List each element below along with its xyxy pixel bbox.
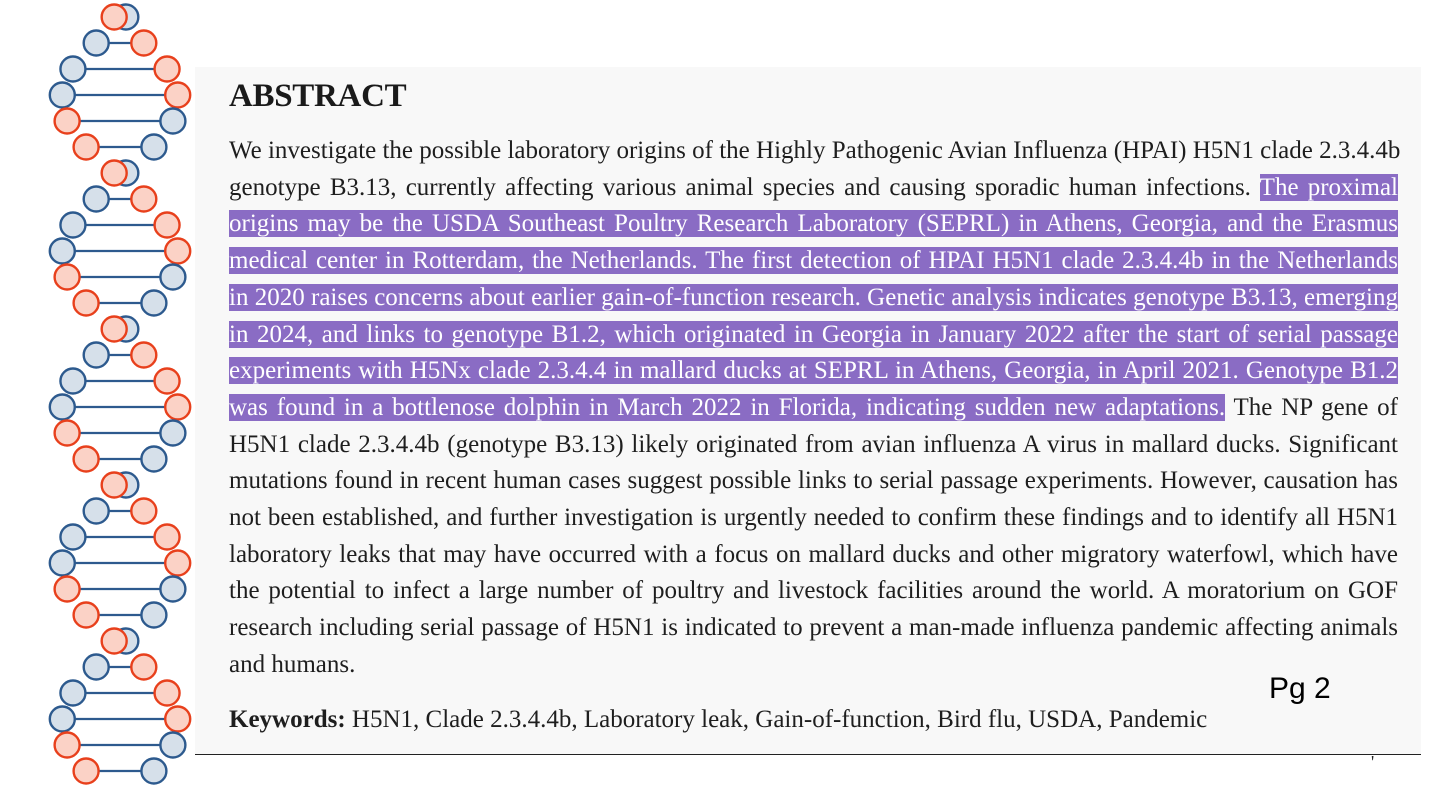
- abstract-line: [229, 647, 1398, 684]
- dna-node-red: [165, 707, 190, 732]
- dna-node-red: [131, 655, 156, 680]
- dna-node-red: [55, 577, 80, 602]
- abstract-line: [229, 353, 1398, 390]
- dna-node-blue: [50, 239, 75, 264]
- dna-node-blue: [160, 109, 185, 134]
- abstract-text: not been established, and further investigation is urgently needed to confirm these findings and to identify all H5N1: [229, 504, 1398, 531]
- dna-node-blue: [141, 603, 166, 628]
- dna-node-blue: [160, 733, 185, 758]
- dna-node-red: [165, 83, 190, 108]
- corner-mark: ': [1371, 752, 1375, 772]
- dna-node-red: [155, 57, 180, 82]
- abstract-text: mutations found in recent human cases suggest possible links to serial passage experiments. However, causation has: [229, 467, 1398, 495]
- page-number-label: Pg 2: [1269, 672, 1331, 705]
- keywords-label: Keywords:: [229, 706, 346, 733]
- abstract-line: [229, 243, 1398, 280]
- abstract-line: [229, 317, 1398, 354]
- dna-node-red: [55, 265, 80, 290]
- abstract-text: the potential to infect a large number of poultry and livestock facilities around the world. A moratorium on GOF: [229, 577, 1398, 605]
- dna-node-blue: [160, 265, 185, 290]
- dna-node-red: [131, 31, 156, 56]
- dna-node-red: [155, 525, 180, 550]
- dna-node-red: [55, 421, 80, 446]
- dna-node-red: [102, 5, 127, 30]
- highlighted-text: was found in a bottlenose dolphin in March 2022 in Florida, indicating sudden new adaptations.: [229, 393, 1226, 421]
- highlighted-text: The proximal: [1259, 173, 1398, 201]
- dna-node-blue: [141, 135, 166, 160]
- dna-node-blue: [84, 187, 109, 212]
- abstract-text: research including serial passage of H5N1 is indicated to prevent a man-made influenza pandemic affecting animals: [229, 614, 1398, 642]
- keywords-line: [229, 702, 1207, 738]
- dna-node-red: [131, 499, 156, 524]
- highlighted-text: in 2020 raises concerns about earlier gain-of-function research. Genetic analysis indicates genotype B3.13, emerging: [229, 283, 1398, 311]
- abstract-text: laboratory leaks that may have occurred with a focus on mallard ducks and other migratory waterfowl, which have: [229, 540, 1398, 568]
- dna-node-red: [131, 187, 156, 212]
- dna-node-red: [155, 213, 180, 238]
- highlighted-text: origins may be the USDA Southeast Poultry Research Laboratory (SEPRL) in Athens, Georgia, and the Erasmus: [229, 210, 1398, 238]
- dna-node-blue: [84, 499, 109, 524]
- abstract-line: [229, 280, 1398, 317]
- dna-node-blue: [60, 525, 85, 550]
- dna-node-blue: [60, 369, 85, 394]
- abstract-text: genotype B3.13, currently affecting various animal species and causing sporadic human infections.: [229, 173, 1260, 201]
- dna-node-blue: [60, 681, 85, 706]
- dna-node-red: [131, 343, 156, 368]
- abstract-text: We investigate the possible laboratory origins of the Highly Pathogenic Avian Influenza (HPAI) H5N1 clade 2.3.4.4b: [229, 137, 1401, 164]
- dna-node-red: [74, 135, 99, 160]
- dna-node-red: [155, 369, 180, 394]
- abstract-line: [229, 610, 1398, 647]
- abstract-line: [229, 170, 1398, 207]
- dna-node-blue: [60, 57, 85, 82]
- abstract-text: and humans.: [229, 650, 356, 678]
- dna-helix-icon: [0, 0, 200, 793]
- abstract-line: [229, 573, 1398, 610]
- abstract-line: [229, 463, 1398, 500]
- dna-node-red: [102, 317, 127, 342]
- dna-node-red: [165, 239, 190, 264]
- abstract-text: H5N1 clade 2.3.4.4b (genotype B3.13) likely originated from avian influenza A virus in mallard ducks. Significant: [229, 430, 1398, 458]
- highlighted-text: medical center in Rotterdam, the Netherlands. The first detection of HPAI H5N1 clade 2.3.4.4b in the Netherlands: [229, 247, 1398, 275]
- highlighted-text: experiments with H5Nx clade 2.3.4.4 in mallard ducks at SEPRL in Athens, Georgia, in April 2021. Genotype B1.2: [229, 357, 1398, 385]
- abstract-text: The NP gene of: [1225, 393, 1398, 421]
- abstract-line: [229, 390, 1398, 427]
- abstract-line: [229, 500, 1398, 537]
- dna-node-blue: [50, 395, 75, 420]
- dna-node-red: [74, 603, 99, 628]
- dna-node-blue: [141, 291, 166, 316]
- dna-node-blue: [60, 213, 85, 238]
- abstract-line: [229, 537, 1398, 574]
- dna-node-blue: [84, 655, 109, 680]
- dna-node-red: [74, 759, 99, 784]
- dna-node-blue: [50, 551, 75, 576]
- dna-node-red: [102, 473, 127, 498]
- dna-node-blue: [141, 447, 166, 472]
- dna-node-red: [74, 447, 99, 472]
- dna-node-red: [165, 551, 190, 576]
- footer-rule: [195, 754, 1421, 755]
- abstract-heading: ABSTRACT: [229, 78, 407, 114]
- abstract-line: [229, 427, 1398, 464]
- highlighted-text: in 2024, and links to genotype B1.2, which originated in Georgia in January 2022 after the start of serial passage: [229, 320, 1398, 348]
- dna-node-red: [165, 395, 190, 420]
- dna-node-blue: [50, 83, 75, 108]
- dna-node-blue: [141, 759, 166, 784]
- dna-node-red: [155, 681, 180, 706]
- dna-node-red: [55, 109, 80, 134]
- dna-node-red: [74, 291, 99, 316]
- abstract-line: [229, 133, 1401, 170]
- dna-node-red: [102, 161, 127, 186]
- keywords-text: H5N1, Clade 2.3.4.4b, Laboratory leak, Gain-of-function, Bird flu, USDA, Pandemic: [345, 706, 1208, 733]
- dna-node-blue: [84, 31, 109, 56]
- dna-node-red: [55, 733, 80, 758]
- dna-node-blue: [84, 343, 109, 368]
- dna-node-blue: [50, 707, 75, 732]
- dna-node-blue: [160, 421, 185, 446]
- dna-node-blue: [160, 577, 185, 602]
- abstract-line: [229, 206, 1398, 243]
- dna-node-red: [102, 629, 127, 654]
